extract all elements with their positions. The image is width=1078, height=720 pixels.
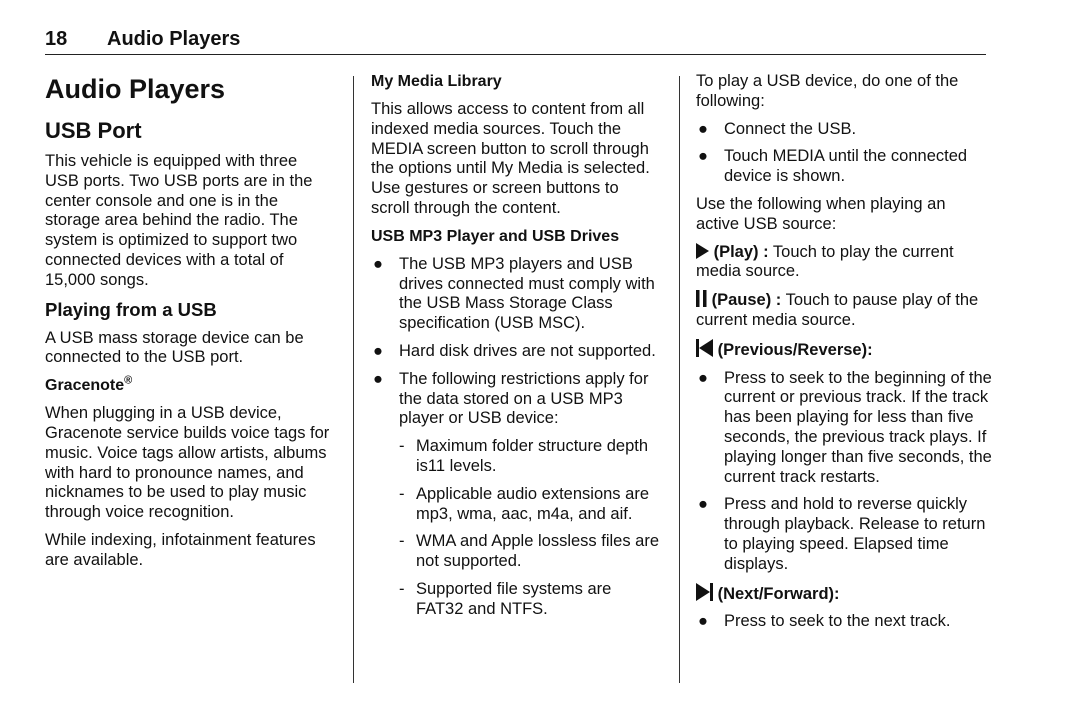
column-1 (45, 72, 335, 579)
column-3 (696, 72, 992, 640)
list-item: ● The following restrictions apply for the data stored on a USB MP3 player or USB device: - Maximum folder structure depth is11 levels. - Applicable audio extensions are mp3, wma, aac, m4a, and aif. - WMA and Apple lossless files are not supported. - Supported file systems are FAT32 and NTFS. (373, 369, 660, 618)
playing-from-usb-heading: Playing from a USB (45, 298, 217, 320)
usb-requirements-list (371, 255, 661, 620)
running-header-title: Audio Players (107, 28, 241, 50)
list-item: ● The USB MP3 players and USB drives connected must comply with the USB Mass Storage Class specification (USB MSC). (373, 254, 655, 333)
previous-list (696, 369, 992, 575)
playing-from-usb-paragraph: A USB mass storage device can be connected to the USB port. (45, 328, 304, 367)
list-item: ● Connect the USB. (698, 119, 857, 138)
registered-mark: ® (124, 374, 133, 387)
usb-mp3-heading: USB MP3 Player and USB Drives (371, 227, 620, 245)
pause-icon (696, 290, 707, 307)
usb-port-paragraph: This vehicle is equipped with three USB ports. Two USB ports are in the center console and one is in the storage area behind the radio. The system is optimized to support two connected devices with a total of 15,000 songs. (45, 152, 313, 289)
list-item: - Applicable audio extensions are mp3, wma, aac, m4a, and aif. (399, 484, 649, 523)
list-item: ● Press and hold to reverse quickly through playback. Release to return to playing speed. Elapsed time displays. (698, 495, 986, 573)
pause-label: (Pause) : (711, 291, 782, 310)
play-label: (Play) : (713, 242, 769, 261)
play-options-list (696, 120, 992, 187)
list-item: ● Press to seek to the next track. (698, 612, 951, 631)
list-item: - WMA and Apple lossless files are not supported. (399, 532, 660, 571)
next-label: (Next/Forward): (717, 584, 840, 603)
column-divider (679, 76, 680, 683)
play-control-paragraph: (Play) : Touch to play the current media source. (696, 242, 954, 281)
use-following-paragraph: Use the following when playing an active USB source: (696, 194, 946, 233)
indexing-paragraph: While indexing, infotainment features are available. (45, 530, 316, 569)
list-item: ● Touch MEDIA until the connected device is shown. (698, 147, 968, 186)
next-track-icon (696, 583, 713, 601)
play-usb-intro: To play a USB device, do one of the following: (696, 72, 959, 110)
pause-control-paragraph: (Pause) : Touch to pause play of the current media source. (696, 291, 979, 329)
page-header (45, 26, 986, 55)
usb-port-heading: USB Port (45, 118, 142, 143)
page-number: 18 (45, 28, 68, 50)
list-item: - Maximum folder structure depth is11 levels. (399, 437, 649, 475)
list-item: ● Hard disk drives are not supported. (373, 341, 656, 360)
previous-label: (Previous/Reverse): (717, 340, 873, 359)
play-icon (696, 243, 709, 259)
gracenote-paragraph: When plugging in a USB device, Gracenote service builds voice tags for music. Voice tags allow artists, albums with hard to pronounce names, and nicknames to be used to play music through voice recognition. (45, 404, 330, 522)
my-media-library-heading: My Media Library (371, 73, 502, 90)
list-item: ● Press to seek to the beginning of the current or previous track. If the track has been playing for less than five seconds, the previous track plays. If playing longer than five seconds, the current track restarts. (698, 368, 992, 486)
gracenote-heading: Gracenote® (45, 374, 133, 395)
page-title: Audio Players (45, 74, 226, 104)
column-divider (353, 76, 354, 683)
restrictions-list (399, 437, 661, 619)
previous-track-icon (696, 339, 713, 357)
list-item: - Supported file systems are FAT32 and NTFS. (399, 579, 612, 618)
next-control-heading (696, 583, 992, 605)
my-media-library-paragraph: This allows access to content from all indexed media sources. Touch the MEDIA screen button to scroll through the options until My Media is selected. Use gestures or screen buttons to scroll through the content. (371, 100, 650, 217)
previous-control-heading (696, 339, 992, 361)
column-2 (371, 72, 661, 628)
next-list (696, 612, 992, 632)
